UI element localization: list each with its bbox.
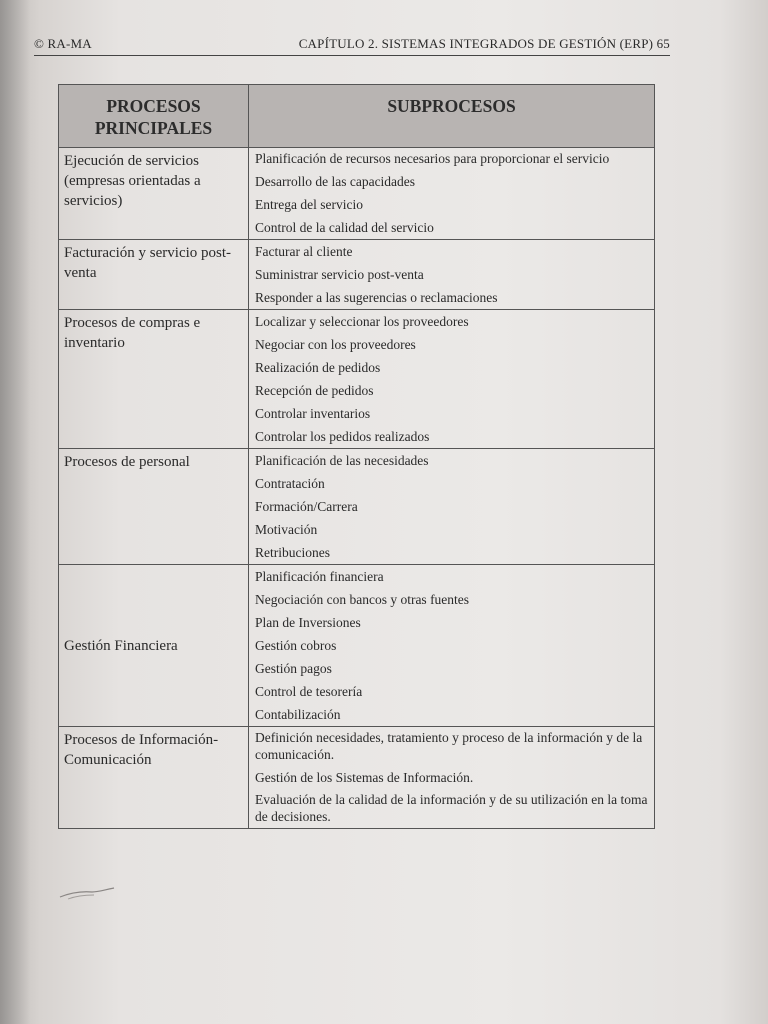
main-process-cell: Procesos de Información-Comunicación — [59, 727, 249, 829]
table-row — [59, 310, 655, 449]
subprocess-item: Retribuciones — [255, 545, 330, 560]
subprocess-item: Control de la calidad del servicio — [255, 220, 434, 235]
subprocess-item: Negociación con bancos y otras fuentes — [255, 592, 470, 607]
subprocess-cell — [249, 148, 655, 240]
subprocess-item: Controlar los pedidos realizados — [255, 429, 430, 444]
subprocess-item: Entrega del servicio — [255, 197, 363, 212]
subprocess-item: Facturar al cliente — [255, 244, 353, 259]
main-process-cell: Ejecución de servicios (empresas orientadas a servicios) — [59, 148, 249, 240]
page-edge-shadow — [0, 0, 30, 1024]
main-process-cell: Gestión Financiera — [59, 565, 249, 727]
processes-table — [58, 84, 655, 829]
subprocess-cell — [249, 727, 655, 829]
subprocess-item: Localizar y seleccionar los proveedores — [255, 314, 469, 329]
subprocess-item: Suministrar servicio post-venta — [255, 267, 424, 282]
header-publisher: © RA-MA — [34, 36, 92, 51]
subprocess-cell — [249, 240, 655, 310]
subprocess-item: Planificación de las necesidades — [255, 453, 429, 468]
col-header-subprocesses: SUBPROCESOS — [249, 85, 655, 148]
subprocess-cell — [249, 565, 655, 727]
subprocess-item: Motivación — [255, 522, 318, 537]
running-header — [34, 33, 670, 56]
main-process-cell: Procesos de compras e inventario — [59, 310, 249, 449]
table-header-row — [59, 85, 655, 148]
subprocess-item: Control de tesorería — [255, 684, 363, 699]
subprocess-cell — [249, 449, 655, 565]
subprocess-item: Contabilización — [255, 707, 341, 722]
main-process-cell: Facturación y servicio post-venta — [59, 240, 249, 310]
table-row — [59, 565, 655, 727]
subprocess-item: Gestión pagos — [255, 661, 332, 676]
header-chapter-title: CAPÍTULO 2. SISTEMAS INTEGRADOS DE GESTIÓN (ERP) 65 — [298, 36, 670, 51]
subprocess-item: Recepción de pedidos — [255, 383, 374, 398]
subprocess-item: Gestión cobros — [255, 638, 337, 653]
subprocess-item: Definición necesidades, tratamiento y proceso de la información y de la comunicación. — [255, 730, 643, 762]
subprocess-item: Planificación de recursos necesarios para proporcionar el servicio — [255, 151, 610, 166]
table-row — [59, 449, 655, 565]
subprocess-item: Gestión de los Sistemas de Información. — [255, 770, 474, 785]
subprocess-item: Responder a las sugerencias o reclamaciones — [255, 290, 498, 305]
subprocess-item: Controlar inventarios — [255, 406, 371, 421]
subprocess-cell — [249, 310, 655, 449]
subprocess-item: Realización de pedidos — [255, 360, 381, 375]
subprocess-item: Formación/Carrera — [255, 499, 358, 514]
col-header-main-processes: PROCESOS PRINCIPALES — [59, 85, 249, 148]
subprocess-item: Desarrollo de las capacidades — [255, 174, 416, 189]
main-process-cell: Procesos de personal — [59, 449, 249, 565]
table-row — [59, 240, 655, 310]
subprocess-item: Contratación — [255, 476, 325, 491]
subprocess-item: Evaluación de la calidad de la información y de su utilización en la toma de decisiones. — [255, 792, 648, 824]
table-row — [59, 148, 655, 240]
subprocess-item: Plan de Inversiones — [255, 615, 361, 630]
subprocess-item: Negociar con los proveedores — [255, 337, 416, 352]
pencil-mark-icon — [58, 883, 118, 903]
table-row — [59, 727, 655, 829]
subprocess-item: Planificación financiera — [255, 569, 384, 584]
